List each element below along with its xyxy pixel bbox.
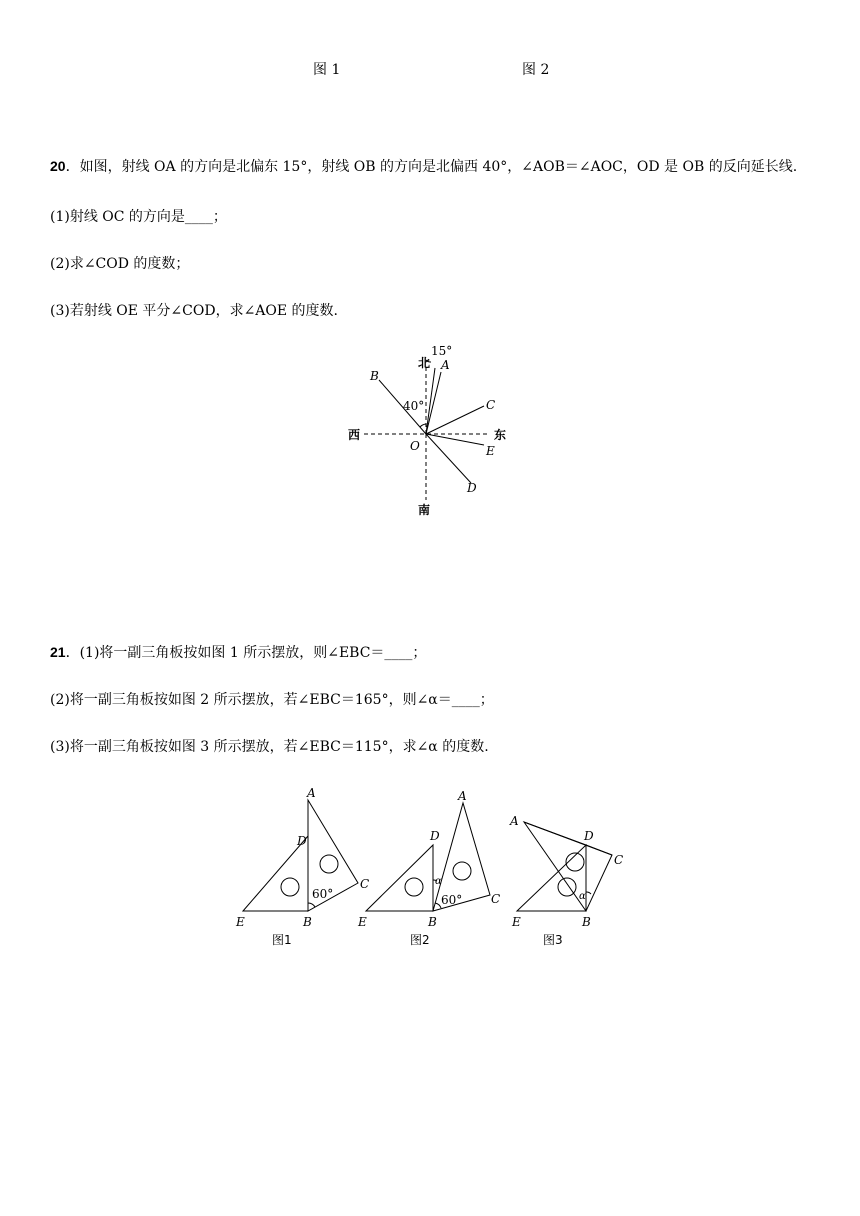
q21-figures — [230, 785, 630, 955]
point-b-label: B — [370, 369, 379, 383]
point-c-label: C — [486, 398, 496, 412]
fig2-point-b: B — [428, 915, 437, 929]
fig1-point-d: D — [297, 834, 307, 848]
q20-compass-diagram — [330, 340, 530, 520]
q20-part2: (2)求∠COD 的度数； — [50, 256, 190, 272]
fig2-alpha: α — [435, 876, 442, 887]
q20-stem-text: ．如图，射线 OA 的方向是北偏东 15°，射线 OB 的方向是北偏西 40°，∠AOB＝∠AOC，OD 是 OB 的反向延长线. — [65, 159, 798, 175]
point-o-label: O — [410, 439, 420, 453]
fig2-caption: 图2 — [410, 933, 430, 947]
fig3-point-a: A — [510, 814, 519, 828]
q20-part3: (3)若射线 OE 平分∠COD，求∠AOE 的度数. — [50, 303, 339, 319]
fig2-point-a: A — [458, 789, 467, 803]
fig1-point-a: A — [307, 786, 316, 800]
fig3-caption: 图3 — [543, 933, 563, 947]
point-a-label: A — [441, 358, 450, 372]
fig1-angle-60: 60° — [312, 887, 334, 901]
point-d-label: D — [467, 481, 477, 495]
ray-oc — [426, 406, 484, 434]
fig2-drawing — [366, 803, 490, 911]
fig2-point-c: C — [491, 892, 501, 906]
fig1-point-c: C — [360, 877, 370, 891]
q20-stem — [50, 157, 797, 176]
q20-number: 20 — [50, 158, 66, 174]
fig1-point-e: E — [236, 915, 245, 929]
q21-part1 — [50, 643, 426, 662]
point-e-label: E — [486, 444, 495, 458]
q21-part2: (2)将一副三角板按如图 2 所示摆放，若∠EBC＝165°，则∠α＝____； — [50, 692, 494, 708]
east-label: 东 — [494, 428, 507, 442]
fig1-caption: 图1 — [272, 933, 292, 947]
q20-part1: (1)射线 OC 的方向是____； — [50, 209, 227, 225]
angle-40-label: 40° — [403, 399, 425, 413]
fig3-alpha: α — [579, 891, 586, 902]
fig1-point-b: B — [303, 915, 312, 929]
fig3-point-c: C — [614, 853, 624, 867]
fig3-point-d: D — [584, 829, 594, 843]
fig2-angle-60: 60° — [441, 893, 463, 907]
south-label: 南 — [418, 503, 431, 517]
q21-part1-text: ．(1)将一副三角板按如图 1 所示摆放，则∠EBC＝____； — [65, 645, 427, 661]
caption-fig1: 图 1 — [313, 62, 341, 78]
fig2-point-e: E — [358, 915, 367, 929]
q21-part3: (3)将一副三角板按如图 3 所示摆放，若∠EBC＝115°，求∠α 的度数. — [50, 739, 489, 755]
q21-number: 21 — [50, 644, 66, 660]
west-label: 西 — [348, 428, 361, 442]
fig2-point-d: D — [430, 829, 440, 843]
caption-fig2: 图 2 — [522, 62, 550, 78]
fig1-drawing — [243, 800, 358, 911]
angle-40-arc — [420, 424, 426, 427]
fig3-point-e: E — [512, 915, 521, 929]
fig3-point-b: B — [582, 915, 591, 929]
angle-15-label: 15° — [431, 344, 453, 358]
fig3-drawing — [517, 822, 612, 911]
north-label: 北 — [418, 356, 431, 370]
